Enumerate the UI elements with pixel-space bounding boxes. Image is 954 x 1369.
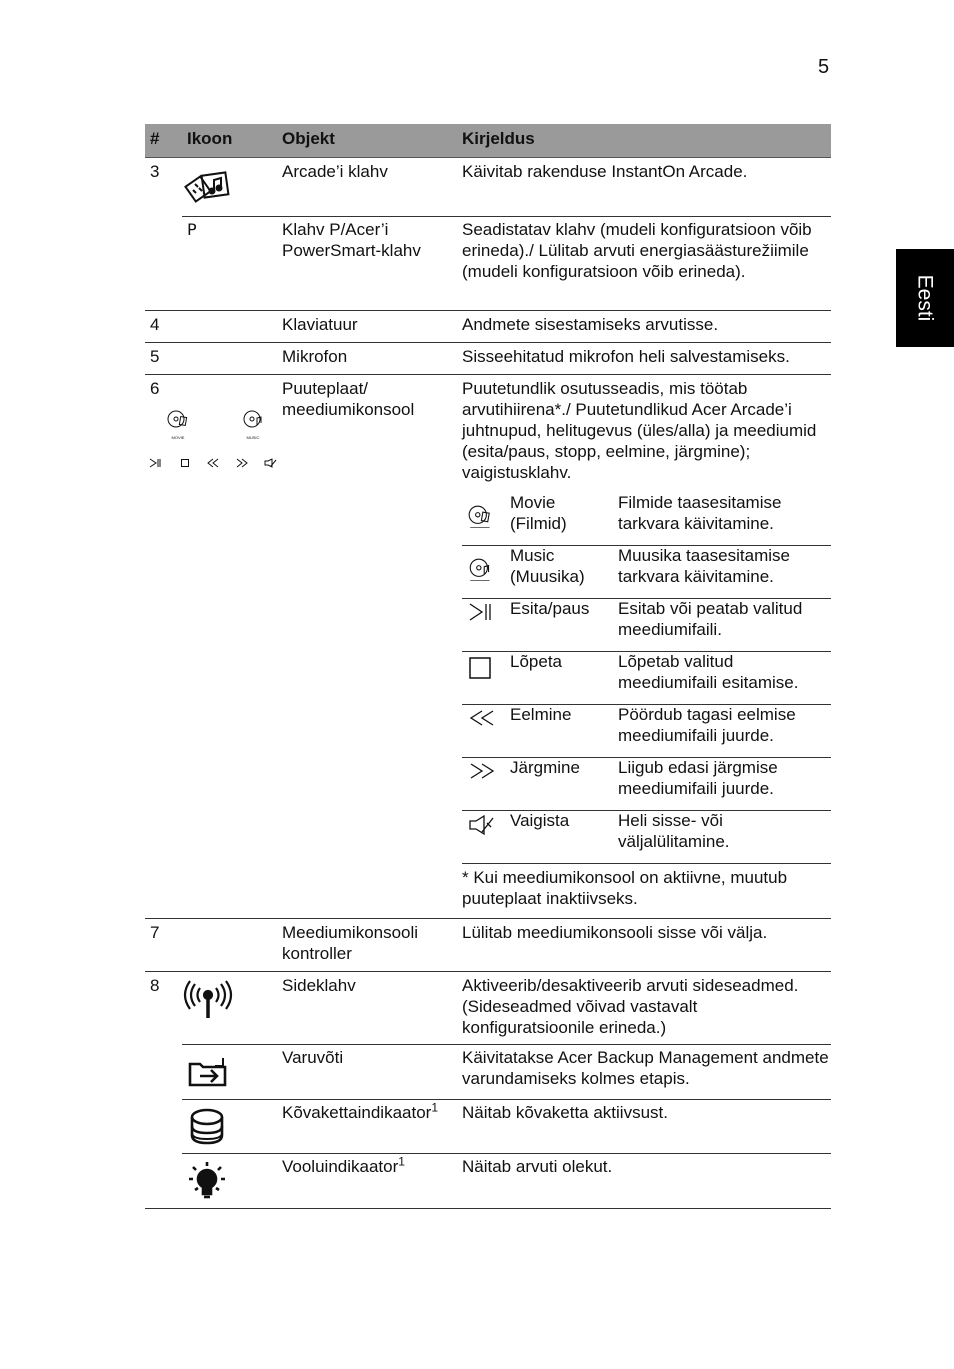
row-object-label: Vooluindikaator <box>282 1157 399 1176</box>
subitem-name: Music (Muusika) <box>510 546 585 586</box>
footnote: * Kui meediumikonsool on aktiivne, muutub puuteplaat inaktiivseks. <box>462 868 788 908</box>
subitem-description: Muusika taasesitamise tarkvara käivitamine. <box>618 546 790 586</box>
row-number: 8 <box>150 976 160 995</box>
header-description: Kirjeldus <box>462 129 535 148</box>
keys-table <box>145 124 831 1209</box>
subitem-row <box>462 598 831 652</box>
row-number: 4 <box>150 315 160 334</box>
subitem-row <box>462 651 831 705</box>
row-description: Näitab arvuti olekut. <box>462 1157 613 1176</box>
row-object: Mikrofon <box>282 347 348 366</box>
row-object: Puuteplaat/ meediumikonsool <box>282 379 415 419</box>
table-row <box>145 1099 831 1153</box>
header-num: # <box>150 129 160 148</box>
row-number: 3 <box>150 162 160 181</box>
row-description: Käivitatakse Acer Backup Management andmete varundamiseks kolmes etapis. <box>462 1048 829 1088</box>
row-description: Seadistatav klahv (mudeli konfiguratsioon võib erineda)./ Lülitab arvuti energiasäästurežiimile (mudeli konfiguratsioon võib erineda). <box>462 220 812 281</box>
subitem-description: Liigub edasi järgmise meediumifaili juurde. <box>618 758 778 798</box>
table-row <box>145 972 831 1044</box>
header-object: Objekt <box>282 129 335 148</box>
row-number: 6 <box>150 379 160 398</box>
row-object-label: Kõvakettaindikaator <box>282 1103 432 1122</box>
stop-icon <box>468 656 496 684</box>
row-object: Klahv P/Acer’i PowerSmart-klahv <box>282 220 421 260</box>
music-icon <box>468 557 496 585</box>
subitem-description: Heli sisse- või väljalülitamine. <box>618 811 730 851</box>
table-row <box>145 158 831 216</box>
row-description: Sisseehitatud mikrofon heli salvestamiseks. <box>462 347 790 366</box>
subitem-name: Esita/paus <box>510 599 590 618</box>
previous-small-icon <box>207 458 219 468</box>
language-tab <box>896 249 954 347</box>
previous-icon <box>468 707 496 735</box>
subitem-description: Filmide taasesitamise tarkvara käivitamine. <box>618 493 782 533</box>
subitem-row <box>462 492 831 546</box>
table-header <box>145 124 831 158</box>
row-description: Aktiveerib/desaktiveerib arvuti sideseadmed. (Sideseadmed võivad vastavalt konfiguratsioonile erineda.) <box>462 976 799 1037</box>
footnote-marker: 1 <box>431 1100 439 1115</box>
stop-small-icon <box>180 458 190 468</box>
page-number: 5 <box>818 56 830 78</box>
table-row <box>145 343 831 375</box>
row-object: Varuvõti <box>282 1048 344 1067</box>
wireless-icon <box>187 980 229 1020</box>
subitem-name: Järgmine <box>510 758 580 777</box>
language-tab-label: Eesti <box>913 274 937 322</box>
row-object <box>282 1156 457 1177</box>
row-description: Näitab kõvaketta aktiivsust. <box>462 1103 668 1122</box>
subitem-description: Pöördub tagasi eelmise meediumifaili juurde. <box>618 705 796 745</box>
subitem-name: Lõpeta <box>510 652 562 671</box>
subitem-description: Esitab või peatab valitud meediumifaili. <box>618 599 803 639</box>
movie-icon-label: MOVIE <box>171 435 185 440</box>
subitem-row <box>462 810 831 864</box>
movie-icon <box>468 504 496 532</box>
backup-icon <box>187 1056 229 1088</box>
row-object <box>282 1102 457 1123</box>
music-icon <box>242 409 266 440</box>
subitem-row <box>462 757 831 811</box>
footnote-marker: 1 <box>398 1154 405 1169</box>
row-object: Klaviatuur <box>282 315 358 334</box>
row-object: Sideklahv <box>282 976 356 995</box>
subitem-description: Lõpetab valitud meediumifaili esitamise. <box>618 652 799 692</box>
row-number: 5 <box>150 347 160 366</box>
next-small-icon <box>236 458 248 468</box>
play-pause-small-icon <box>149 458 161 468</box>
arcade-icon <box>187 168 231 204</box>
hdd-icon <box>187 1107 227 1147</box>
table-row <box>145 375 831 919</box>
subitem-name: Movie (Filmid) <box>510 493 567 533</box>
next-icon <box>468 760 496 788</box>
music-icon-label: MUSIC <box>246 435 260 440</box>
table-row <box>145 1044 831 1099</box>
subitem-row <box>462 704 831 758</box>
row-description: Käivitab rakenduse InstantOn Arcade. <box>462 162 748 181</box>
header-icon: Ikoon <box>187 129 233 148</box>
movie-icon <box>167 409 191 440</box>
play-pause-icon <box>468 601 496 629</box>
mute-icon <box>468 814 496 842</box>
subitem-name: Eelmine <box>510 705 572 724</box>
row-description: Lülitab meediumikonsooli sisse või välja. <box>462 923 768 942</box>
row-number: 7 <box>150 923 160 942</box>
mute-small-icon <box>264 458 277 468</box>
subitem-row <box>462 545 831 599</box>
row-object: Meediumikonsooli kontroller <box>282 923 419 963</box>
table-row <box>145 311 831 343</box>
power-indicator-icon <box>187 1159 227 1201</box>
p-key-icon: P <box>187 220 197 239</box>
row-description: Andmete sisestamiseks arvutisse. <box>462 315 719 334</box>
subitem-name: Vaigista <box>510 811 570 830</box>
row-object: Arcade’i klahv <box>282 162 388 181</box>
table-row <box>145 216 831 311</box>
row-description: Puutetundlik osutusseadis, mis töötab arvutihiirena*./ Puutetundlikud Acer Arcade’i juhtnupud, helitugevus (üles/alla) ja meediumid (esita/paus, stopp, eelmine, järgmine); vaigistusklahv. <box>462 379 817 482</box>
table-row <box>145 1153 831 1209</box>
table-row <box>145 919 831 972</box>
